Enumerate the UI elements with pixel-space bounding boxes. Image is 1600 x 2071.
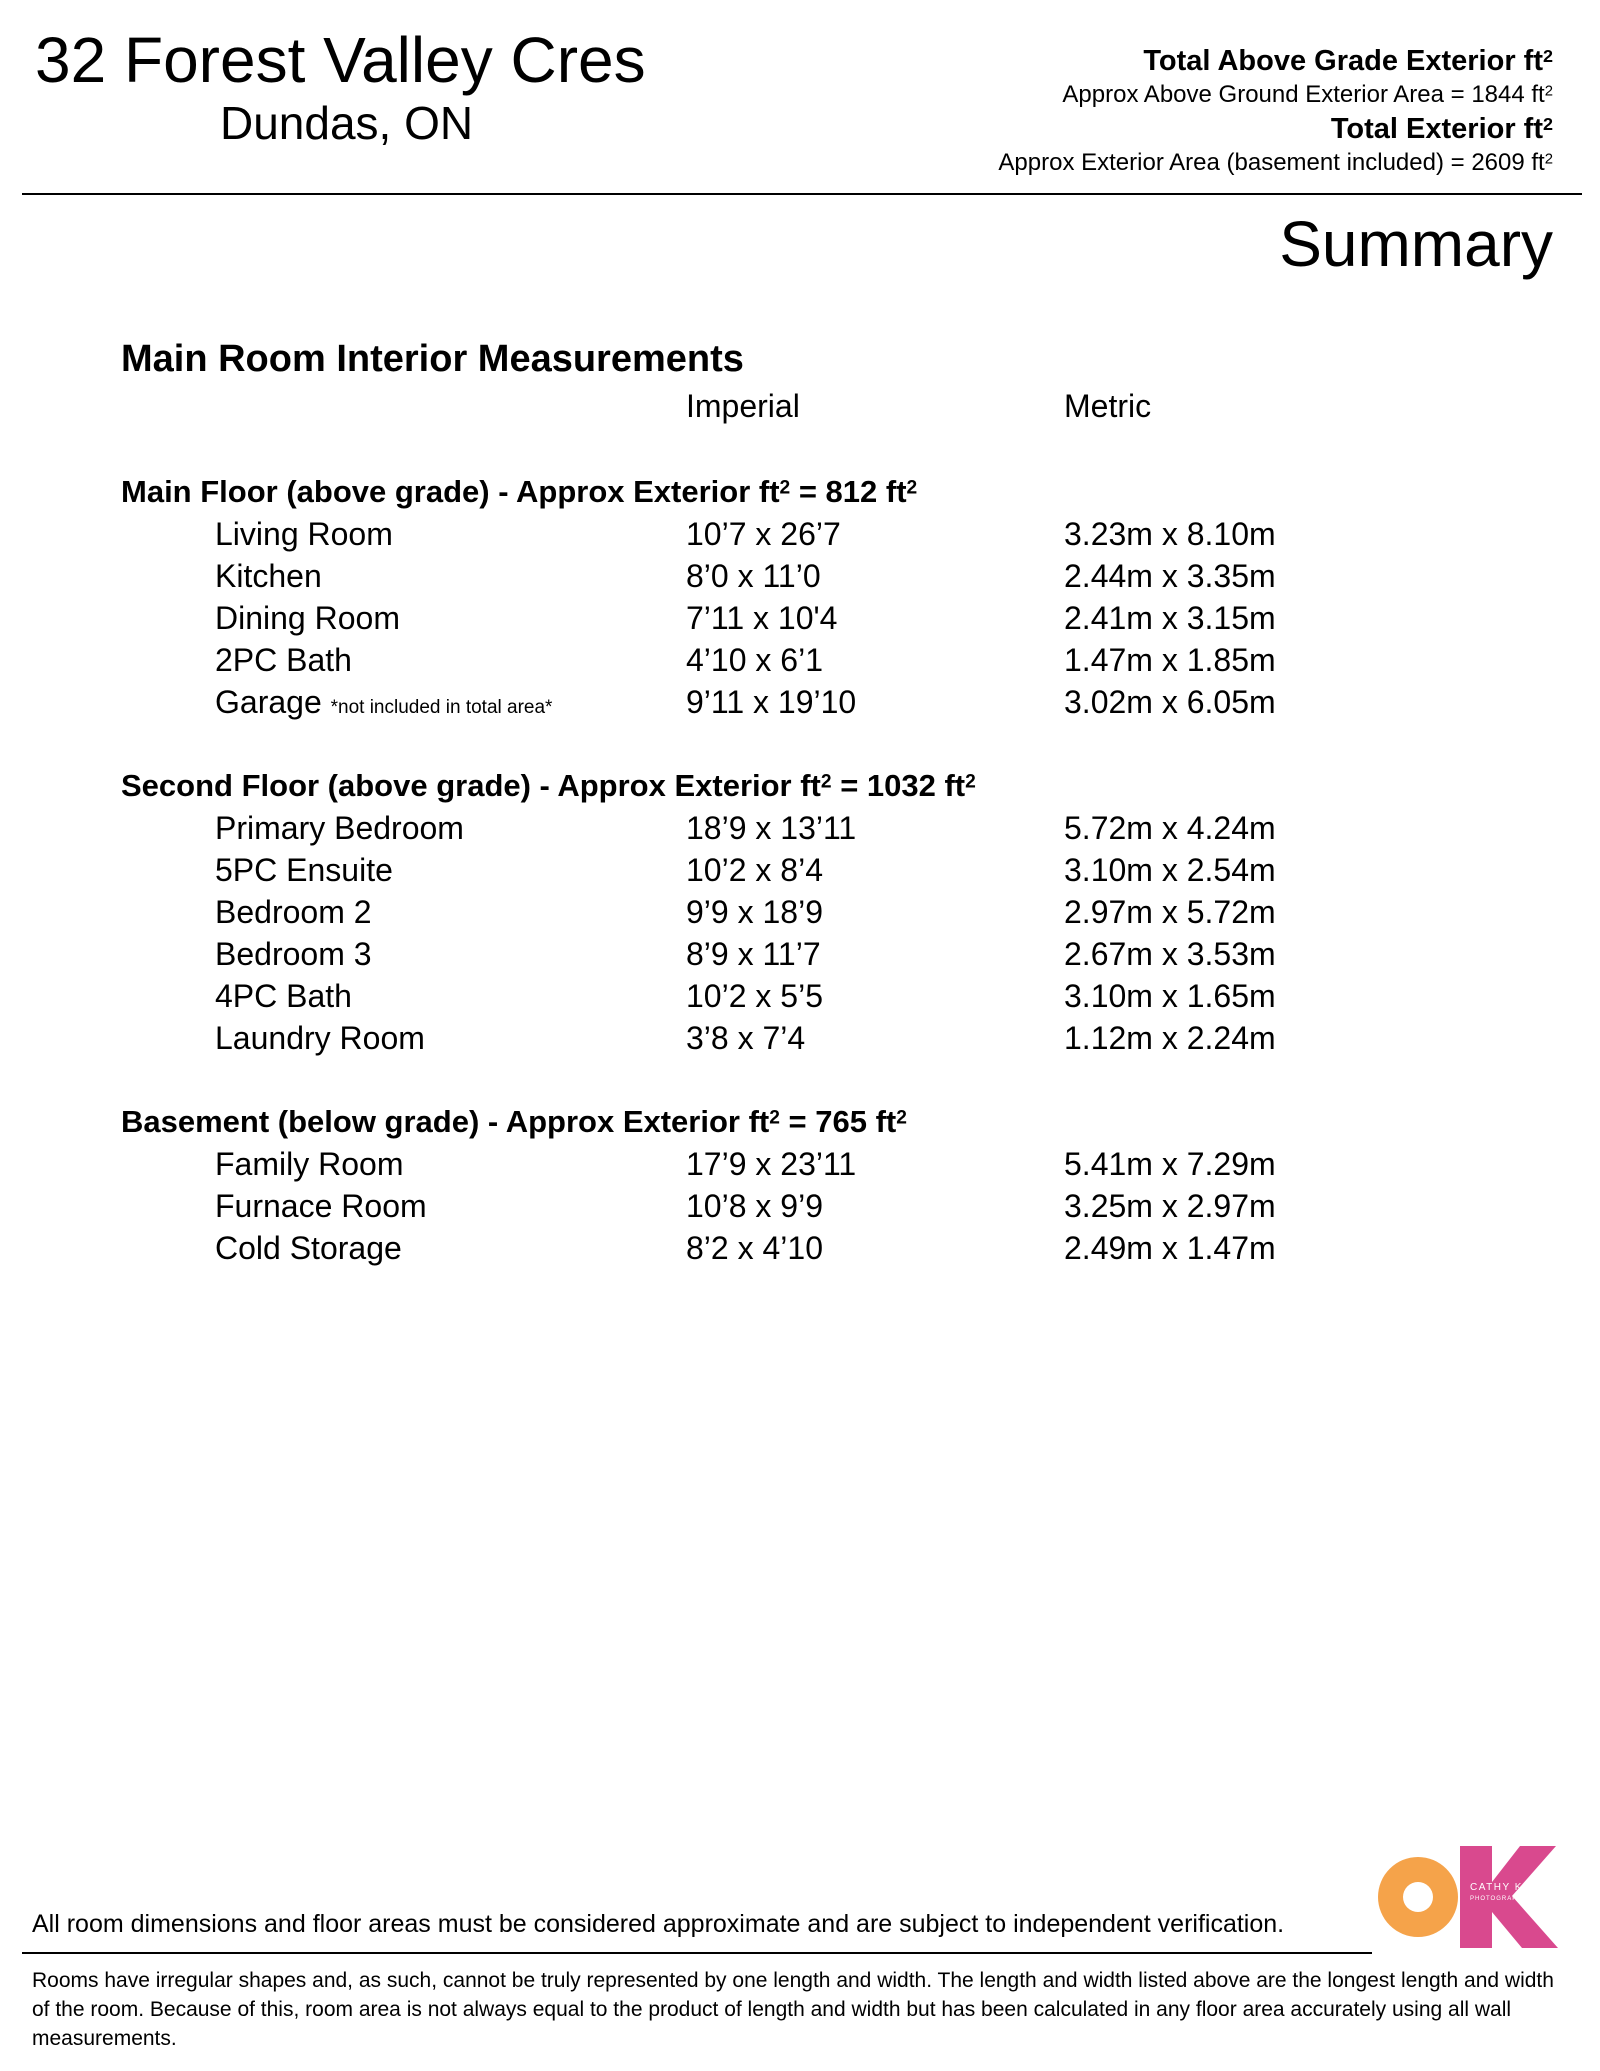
logo-tagline-2: PHOTOGRAPHY	[1470, 1896, 1528, 1902]
room-imperial: 9’11 x 19’10	[686, 684, 857, 720]
room-imperial: 8’9 x 11’7	[686, 936, 821, 972]
room-imperial: 10’2 x 5’5	[686, 978, 823, 1014]
room-metric: 2.44m x 3.35m	[1064, 558, 1276, 594]
measurements-heading: Main Room Interior Measurements	[121, 338, 744, 380]
room-name: Bedroom 3	[215, 936, 372, 972]
room-name: Primary Bedroom	[215, 810, 464, 846]
room-imperial: 10’7 x 26’7	[686, 516, 841, 552]
footer-divider	[22, 1952, 1372, 1954]
room-imperial: 4’10 x 6’1	[686, 642, 823, 678]
logo-tagline: CATHY KOOP	[1470, 1882, 1550, 1893]
room-name: 4PC Bath	[215, 978, 352, 1014]
room-metric: 2.67m x 3.53m	[1064, 936, 1276, 972]
above-grade-detail: Approx Above Ground Exterior Area = 1844 $ft^2$	[1062, 81, 1553, 108]
room-metric: 5.41m x 7.29m	[1064, 1146, 1276, 1182]
disclaimer-text: All room dimensions and floor areas must be considered approximate and are subject to independent verification.	[32, 1910, 1285, 1938]
room-imperial: 17’9 x 23’11	[686, 1146, 857, 1182]
room-name: Laundry Room	[215, 1020, 425, 1056]
room-imperial: 3’8 x 7’4	[686, 1020, 806, 1056]
garage-note: *not included in total area*	[330, 697, 553, 718]
column-header-metric: Metric	[1064, 388, 1152, 424]
room-metric: 3.10m x 2.54m	[1064, 852, 1276, 888]
header-divider	[22, 193, 1582, 195]
floor-heading-main: Main Floor (above grade) - Approx Exterior $ft^2 = 812$ $ft^2$	[121, 474, 918, 509]
room-metric: 1.47m x 1.85m	[1064, 642, 1276, 678]
room-metric: 2.97m x 5.72m	[1064, 894, 1276, 930]
room-metric: 1.12m x 2.24m	[1064, 1020, 1276, 1056]
room-name: 5PC Ensuite	[215, 852, 393, 888]
room-metric: 3.23m x 8.10m	[1064, 516, 1276, 552]
room-name: Garage	[215, 684, 322, 720]
floor-heading-basement: Basement (below grade) - Approx Exterior $ft^2 = 765$ $ft^2$	[121, 1104, 907, 1139]
room-name: Kitchen	[215, 558, 322, 594]
cathy-koop-logo	[1370, 1842, 1570, 1952]
room-metric: 5.72m x 4.24m	[1064, 810, 1276, 846]
room-imperial: 18’9 x 13’11	[686, 810, 857, 846]
footnote-text: Rooms have irregular shapes and, as such, cannot be truly represented by one length and width. The length and width listed above are the longest length and width of the room. Because of this, room area is not always equal to the product of length and width but has been calculated in any floor area accurately using all wall measurements.	[32, 1969, 1554, 2050]
property-address: 32 Forest Valley Cres	[35, 24, 646, 96]
room-imperial: 10’8 x 9’9	[686, 1188, 823, 1224]
room-name: Family Room	[215, 1146, 404, 1182]
room-name: Bedroom 2	[215, 894, 372, 930]
room-name: Dining Room	[215, 600, 400, 636]
property-city: Dundas, ON	[220, 97, 474, 149]
room-name: Cold Storage	[215, 1230, 402, 1266]
total-exterior-detail: Approx Exterior Area (basement included) = 2609 $ft^2$	[998, 149, 1553, 176]
logo-o-hole	[1403, 1882, 1433, 1912]
room-imperial: 8’2 x 4’10	[686, 1230, 823, 1266]
floor-heading-second: Second Floor (above grade) - Approx Exterior $ft^2 = 1032$ $ft^2$	[121, 768, 976, 803]
total-exterior-title: Total Exterior $ft^2$	[1330, 113, 1553, 145]
room-metric: 3.10m x 1.65m	[1064, 978, 1276, 1014]
room-metric: 2.49m x 1.47m	[1064, 1230, 1276, 1266]
room-imperial: 7’11 x 10'4	[686, 600, 838, 636]
column-header-imperial: Imperial	[686, 388, 800, 424]
room-metric: 3.02m x 6.05m	[1064, 684, 1276, 720]
room-imperial: 8’0 x 11’0	[686, 558, 821, 594]
room-imperial: 9’9 x 18’9	[686, 894, 823, 930]
room-imperial: 10’2 x 8’4	[686, 852, 823, 888]
room-name: Living Room	[215, 516, 393, 552]
summary-title: Summary	[1279, 208, 1553, 280]
above-grade-title: Total Above Grade Exterior $ft^2$	[1143, 45, 1553, 77]
room-row-garage	[215, 686, 552, 718]
room-metric: 2.41m x 3.15m	[1064, 600, 1276, 636]
room-metric: 3.25m x 2.97m	[1064, 1188, 1276, 1224]
room-name: Furnace Room	[215, 1188, 427, 1224]
area-totals	[998, 44, 1553, 180]
room-name: 2PC Bath	[215, 642, 352, 678]
